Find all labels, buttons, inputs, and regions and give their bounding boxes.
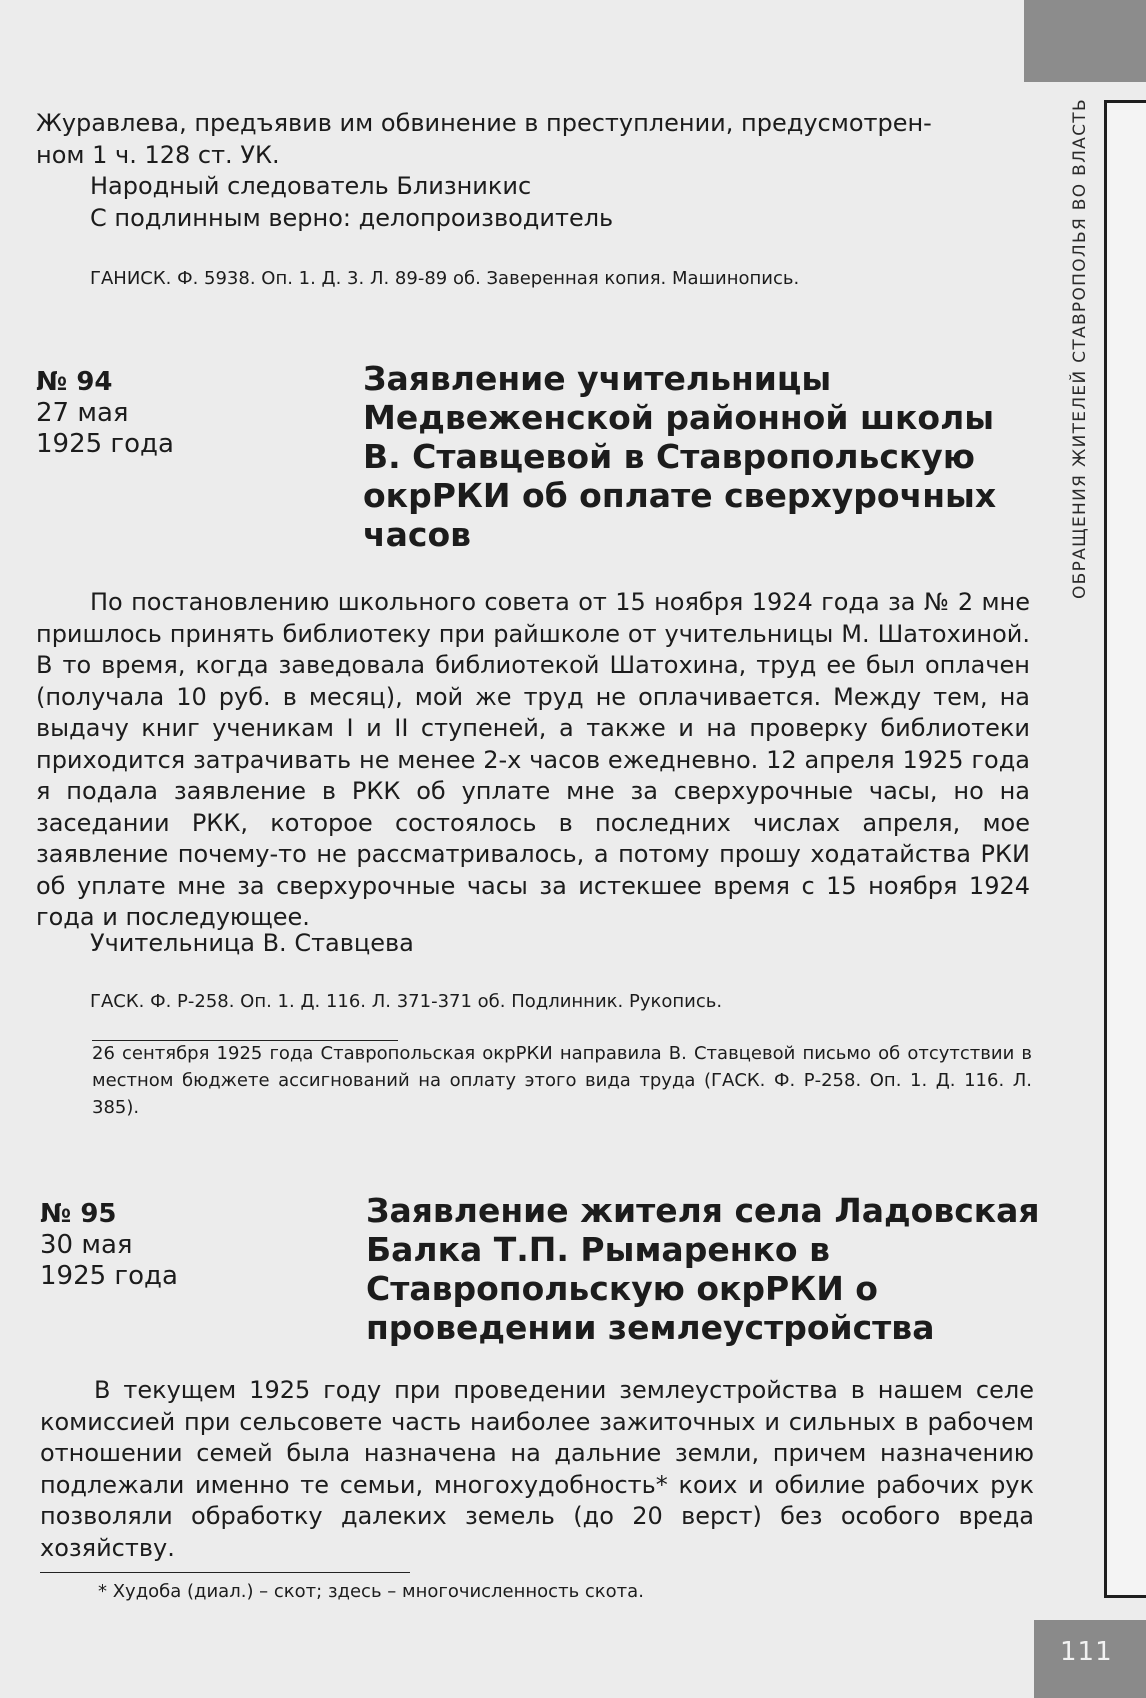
document-number: № 94 — [36, 367, 113, 397]
signature-line: Народный следователь Близникис — [90, 172, 532, 200]
signature-line: Учительница В. Ставцева — [90, 929, 414, 957]
footnote-rule — [40, 1572, 410, 1573]
document-body: По постановлению школьного совета от 15 ноября 1924 года за № 2 мне пришлось принять библиотеку при райшколе от учительницы М. Шатохиной. В то время, когда заведовала библиотекой Шатохина, труд ее был оплачен (получала 10 руб. в месяц), мой же труд не оплачивается. Между тем, на выдачу книг ученикам I и II ступеней, а также и на проверку библиотеки приходится затрачивать не менее 2-х часов ежедневно. 12 апреля 1925 года я подала заявление в РКК об уплате мне за сверхурочные часы, но на заседании РКК, которое состоялось в последних числах апреля, мое заявление почему-то не рассматривалось, а потому прошу ходатайства РКИ об уплате мне за сверхурочные часы за истекшее время с 15 ноября 1924 года и последующее. — [36, 588, 1030, 931]
document-header-meta — [36, 366, 296, 460]
document-body: В текущем 1925 году при проведении землеустройства в нашем селе комиссией при сельсовете часть наиболее зажиточных и сильных в рабочем отношении семей была назначена на дальние земли, причем назначению подлежали именно те семьи, многохудобность* коих и обилие рабочих рук позволяли обработку далеких земель (до 20 верст) без особого вреда хозяйству. — [40, 1376, 1034, 1562]
paragraph-line: ном 1 ч. 128 ст. УК. — [36, 140, 280, 169]
previous-document-end — [36, 108, 1026, 234]
footnote: * Худоба (диал.) – скот; здесь – многочисленность скота. — [98, 1581, 644, 1602]
archive-source: ГАСК. Ф. Р-258. Оп. 1. Д. 116. Л. 371-371 об. Подлинник. Рукопись. — [90, 991, 723, 1012]
running-title: ОБРАЩЕНИЯ ЖИТЕЛЕЙ СТАВРОПОЛЬЯ ВО ВЛАСТЬ — [1070, 98, 1090, 599]
margin-frame — [1104, 100, 1146, 1598]
document-title: Заявление учительницы Медвеженской районной школы В. Ставцевой в Ставропольскую окрРКИ об оплате сверхурочных часов — [363, 359, 997, 554]
document-date: 1925 года — [40, 1261, 178, 1291]
document-header-meta — [40, 1198, 300, 1292]
signature-line: С подлинным верно: делопроизводитель — [90, 203, 614, 232]
document-title: Заявление жителя села Ладовская Балка Т.П. Рымаренко в Ставропольскую окрРКИ о проведении землеустройства — [366, 1191, 1040, 1347]
corner-tab — [1024, 0, 1146, 82]
document-date: 30 мая — [40, 1230, 133, 1260]
document-date: 1925 года — [36, 429, 174, 459]
page-number: 111 — [1060, 1637, 1113, 1667]
document-number: № 95 — [40, 1199, 117, 1229]
document-date: 27 мая — [36, 398, 129, 428]
archive-source: ГАНИСК. Ф. 5938. Оп. 1. Д. 3. Л. 89-89 об. Заверенная копия. Машинопись. — [90, 268, 800, 289]
paragraph-line: Журавлева, предъявив им обвинение в преступлении, предусмотрен- — [36, 109, 932, 137]
editorial-note: 26 сентября 1925 года Ставропольская окрРКИ направила В. Ставцевой письмо об отсутствии в местном бюджете ассигнований на оплату этого вида труда (ГАСК. Ф. Р-258. Оп. 1. Д. 116. Л. 385). — [92, 1043, 1032, 1118]
